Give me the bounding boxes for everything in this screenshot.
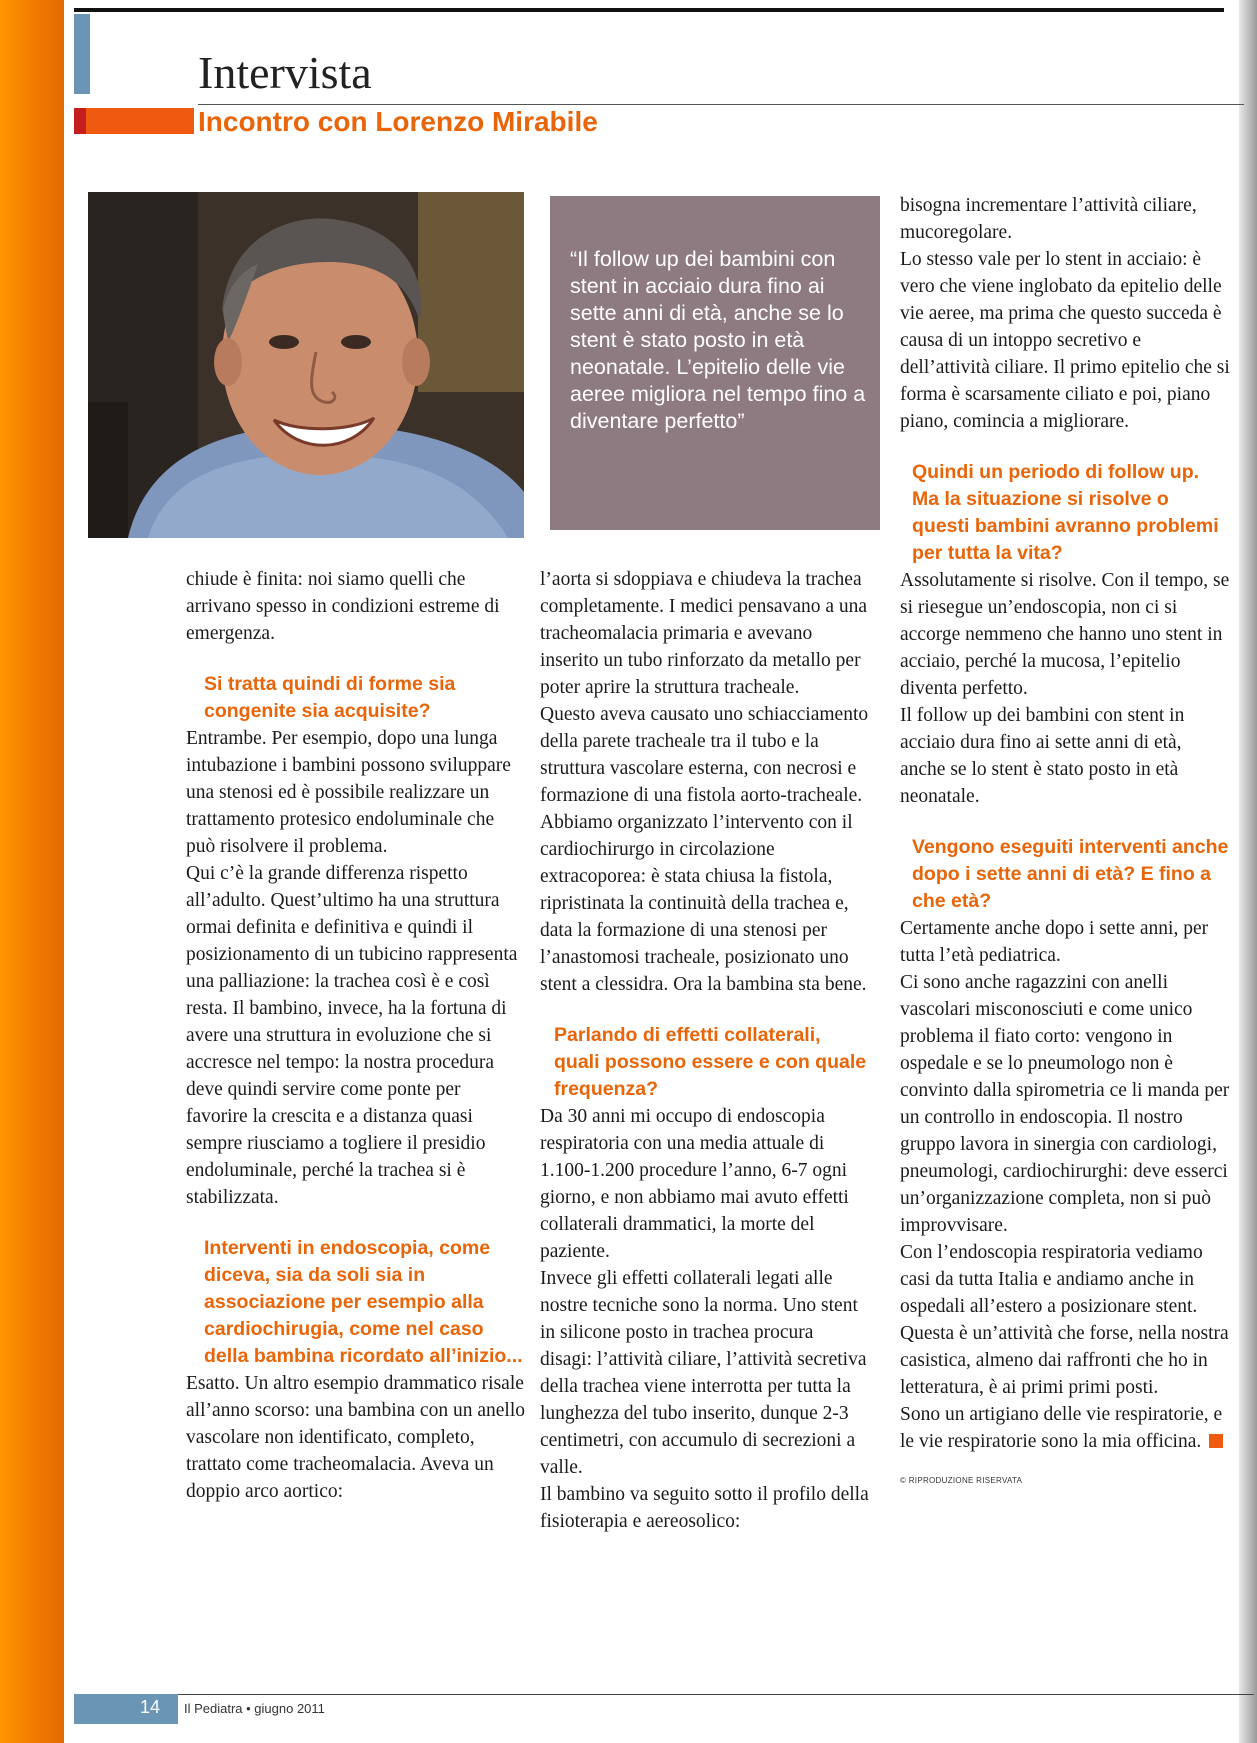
page-number: 14 bbox=[140, 1697, 161, 1717]
page-edge-shadow bbox=[1239, 0, 1257, 1743]
question-heading: Interventi in endoscopia, come diceva, sia da soli sia in associazione per esempio alla cardiochirugia, come nel caso della bambina ricordato all’inizio... bbox=[204, 1237, 523, 1367]
header-orange-bar bbox=[74, 108, 194, 134]
background-ghost-ad bbox=[1037, 60, 1227, 210]
closing-text: Sono un artigiano delle vie respiratorie, e le vie respiratorie sono la mia officina. bbox=[900, 1404, 1223, 1452]
paragraph: Il bambino va seguito sotto il profilo della fisioterapia e aereosolico: bbox=[540, 1484, 869, 1532]
paragraph: Il follow up dei bambini con stent in acciaio dura fino ai sette anni di età, anche se lo stent è stato posto in età neonatale. bbox=[900, 705, 1185, 807]
question-heading: Parlando di effetti collaterali, quali possono essere e con quale frequenza? bbox=[554, 1024, 867, 1100]
paragraph: Questa è un’attività che forse, nella nostra casistica, almeno dai raffronti che ho in letteratura, è ai primi primi posti. bbox=[900, 1323, 1229, 1398]
question-heading: Vengono eseguiti interventi anche dopo i sette anni di età? E fino a che età? bbox=[912, 836, 1229, 912]
paragraph: Invece gli effetti collaterali legati alle nostre tecniche sono la norma. Uno stent in silicone posto in trachea procura disagi: l’attività ciliare, l’attività secretiva della trachea viene interrotta per tutta la lunghezza del tubo inserito, dunque 2-3 centimetri, con accumulo di secrezioni a valle. bbox=[540, 1268, 867, 1478]
question-heading: Si tratta quindi di forme sia congenite sia acquisite? bbox=[204, 673, 456, 722]
article-subtitle: Incontro con Lorenzo Mirabile bbox=[198, 106, 598, 137]
paragraph: Con l’endoscopia respiratoria vediamo casi da tutta Italia e andiamo anche in ospedali all’estero a posizionare stent. bbox=[900, 1242, 1203, 1317]
paragraph: Da 30 anni mi occupo di endoscopia respiratoria con una media attuale di 1.100-1.200 procedure l’anno, 6-7 ogni giorno, e non abbiamo mai avuto effetti collaterali drammatici, la morte del paziente. bbox=[540, 1106, 849, 1262]
end-mark-icon bbox=[1209, 1434, 1223, 1448]
portrait-illustration bbox=[88, 192, 524, 538]
column-1 bbox=[186, 566, 526, 1505]
header-red-mark bbox=[74, 108, 86, 134]
column-2 bbox=[540, 566, 870, 1535]
paragraph: Ci sono anche ragazzini con anelli vascolari misconosciuti e come unico problema il fiato corto: vengono in ospedale e se lo pneumologo non è convinto dalla spirometria ce li manda per un controllo in endoscopia. Il nostro gruppo lavora in sinergia con cardiologi, pneumologi, cardiochirurghi: deve esserci un’organizzazione completa, non si può improvvisare. bbox=[900, 972, 1230, 1236]
paragraph: Certamente anche dopo i sette anni, per tutta l’età pediatrica. bbox=[900, 918, 1209, 966]
publication-info: Il Pediatra • giugno 2011 bbox=[184, 1701, 325, 1716]
portrait-photo bbox=[88, 192, 524, 538]
pull-quote: “Il follow up dei bambini con stent in acciaio dura fino ai sette anni di età, anche se lo stent è stato posto in età neonatale. L’epitelio delle vie aeree migliora nel tempo fino a diventare perfetto” bbox=[570, 247, 866, 433]
header-blue-bar bbox=[74, 14, 90, 94]
footer-page-box bbox=[74, 1694, 178, 1724]
paragraph: chiude è finita: noi siamo quelli che arrivano spesso in condizioni estreme di emergenza. bbox=[186, 569, 500, 644]
page-gutter bbox=[64, 0, 74, 1743]
orange-edge-strip bbox=[0, 0, 64, 1743]
paragraph: Lo stesso vale per lo stent in acciaio: è vero che viene inglobato da epitelio delle vie aeree, ma prima che questo succeda è causa di un intoppo secretivo e dell’attività ciliare. Il primo epitelio che si forma è scarsamente ciliato e poi, piano piano, comincia a migliorare. bbox=[900, 249, 1230, 432]
paragraph: Entrambe. Per esempio, dopo una lunga intubazione i bambini possono sviluppare una stenosi ed è possibile realizzare un trattamento protesico endoluminale che può risolvere il problema. bbox=[186, 728, 511, 857]
question-heading: Quindi un periodo di follow up. Ma la situazione si risolve o questi bambini avranno problemi per tutta la vita? bbox=[912, 461, 1219, 564]
copyright-note: © RIPRODUZIONE RISERVATA bbox=[900, 1476, 1023, 1485]
paragraph: l’aorta si sdoppiava e chiudeva la trachea completamente. I medici pensavano a una tracheomalacia primaria e avevano inserito un tubo rinforzato da metallo per poter aprire la struttura tracheale. bbox=[540, 569, 868, 698]
closing-paragraph bbox=[900, 1401, 1230, 1455]
column-3 bbox=[900, 192, 1230, 1487]
paragraph: Esatto. Un altro esempio drammatico risale all’anno scorso: una bambina con un anello vascolare non identificato, completo, trattato come tracheomalacia. Aveva un doppio arco aortico: bbox=[186, 1373, 525, 1502]
paragraph: bisogna incrementare l’attività ciliare, mucoregolare. bbox=[900, 195, 1197, 243]
top-rule bbox=[74, 8, 1224, 12]
paragraph: Questo aveva causato uno schiacciamento della parete tracheale tra il tubo e la struttura vascolare esterna, con necrosi e formazione di una fistola aorto-tracheale. Abbiamo organizzato l’intervento con il cardiochirurgo in circolazione extracoporea: è stata chiusa la fistola, ripristinata la continuità della trachea e, data la formazione di una stenosi per l’anastomosi tracheale, posizionato uno stent a clessidra. Ora la bambina sta bene. bbox=[540, 704, 869, 995]
section-title: Intervista bbox=[198, 47, 372, 98]
paragraph: Assolutamente si risolve. Con il tempo, se si riesegue un’endoscopia, non ci si accorge nemmeno che hanno uno stent in acciaio, perché la mucosa, l’epitelio diventa perfetto. bbox=[900, 570, 1230, 699]
footer-rule bbox=[74, 1694, 1254, 1695]
paragraph: Qui c’è la grande differenza rispetto all’adulto. Quest’ultimo ha una struttura ormai definita e definitiva e quindi il posizionamento di un tubicino rappresenta una palliazione: la trachea così è e così resta. Il bambino, invece, ha la fortuna di avere una struttura in evoluzione che si accresce nel tempo: la nostra procedura deve quindi servire come ponte per favorire la crescita e a distanza quasi sempre riusciamo a togliere il presidio endoluminale, perché la trachea si è stabilizzata. bbox=[186, 863, 518, 1208]
